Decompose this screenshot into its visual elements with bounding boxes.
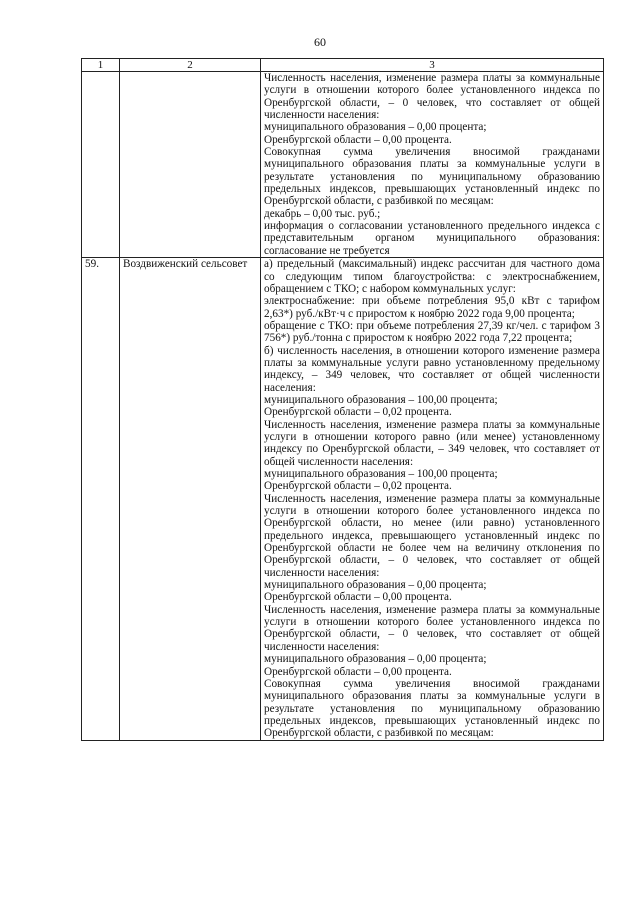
paragraph: Совокупная сумма увеличения вносимой гражданами муниципального образования платы за коммунальные услуги в результате установления по муниципальному образованию предельных индексов, превышающих установленный индекс по Оренбургской области, с разбивкой по месяцам: [264, 677, 600, 740]
paragraph: Численность населения, изменение размера платы за коммунальные услуги в отношении которого равно (или менее) установленному индексу по Оренбургской области, – 349 человек, что составляет от общей численности населения: [264, 418, 600, 468]
paragraph: Численность населения, изменение размера платы за коммунальные услуги в отношении которого более установленного индекса по Оренбургской области, но менее (или равно) установленного предельного индекса, превышающего установленный индекс по Оренбургской области не более чем на величину отклонения по Оренбургской области, – 0 человек, что составляет от общей численности населения: [264, 492, 600, 579]
row-content-cell [261, 258, 604, 740]
document-table [81, 58, 604, 741]
paragraph: муниципального образования – 0,00 процента; [264, 653, 487, 666]
row-number: 59. [82, 258, 120, 740]
paragraph: муниципального образования – 0,00 процента; [264, 579, 487, 592]
table-row-59 [82, 258, 604, 740]
paragraph: Оренбургской области – 0,00 процента. [264, 665, 452, 678]
paragraph: муниципального образования – 100,00 процента; [264, 393, 498, 406]
paragraph: Оренбургской области – 0,00 процента. [264, 133, 452, 146]
paragraph: муниципального образования – 100,00 процента; [264, 468, 498, 480]
paragraph: Оренбургской области – 0,02 процента. [264, 480, 452, 493]
row-name-cell-empty [120, 72, 261, 258]
paragraph: декабрь – 0,00 тыс. руб.; [264, 207, 381, 220]
paragraph: информация о согласовании установленного предельного индекса с представительным органом муниципального образования: согласование не требуется [264, 220, 600, 257]
paragraph: муниципального образования – 0,00 процента; [264, 121, 487, 134]
paragraph: Численность населения, изменение размера платы за коммунальные услуги в отношении которого более установленного индекса по Оренбургской области, – 0 человек, что составляет от общей численности населения: [264, 72, 600, 122]
paragraph: а) предельный (максимальный) индекс рассчитан для частного дома со следующим типом благоустройства: с электроснабжением, обращением с ТКО; с набором коммунальных услуг: [264, 258, 600, 295]
paragraph: б) численность населения, в отношении которого изменение размера платы за коммунальные услуги равно установленному предельному индексу, – 349 человек, что составляет от общей численности населения: [264, 344, 600, 394]
header-col-1: 1 [82, 59, 120, 72]
table-row-continuation [82, 72, 604, 258]
header-col-3: 3 [261, 59, 604, 72]
paragraph: Совокупная сумма увеличения вносимой гражданами муниципального образования платы за коммунальные услуги в результате установления по муниципальному образованию предельных индексов, превышающих установленный индекс по Оренбургской области, с разбивкой по месяцам: [264, 146, 600, 208]
paragraph: Оренбургской области – 0,00 процента. [264, 591, 452, 604]
paragraph: Численность населения, изменение размера платы за коммунальные услуги в отношении которого более установленного индекса по Оренбургской области, – 0 человек, что составляет от общей численности населения: [264, 603, 600, 653]
table-header-row [82, 59, 604, 72]
paragraph: электроснабжение: при объеме потребления 95,0 кВт с тарифом 2,63*) руб./кВт·ч с приростом к ноябрю 2022 года 9,00 процента; [264, 295, 600, 320]
header-col-2: 2 [120, 59, 261, 72]
paragraph: Оренбургской области – 0,02 процента. [264, 406, 452, 419]
paragraph: обращение с ТКО: при объеме потребления 27,39 кг/чел. с тарифом 3 756*) руб./тонна с приростом к ноябрю 2022 года 7,22 процента; [264, 319, 600, 345]
row-content-cell [261, 72, 604, 258]
page-number: 60 [314, 35, 326, 49]
municipality-name: Воздвиженский сельсовет [120, 258, 261, 740]
row-number-cell-empty [82, 72, 120, 258]
